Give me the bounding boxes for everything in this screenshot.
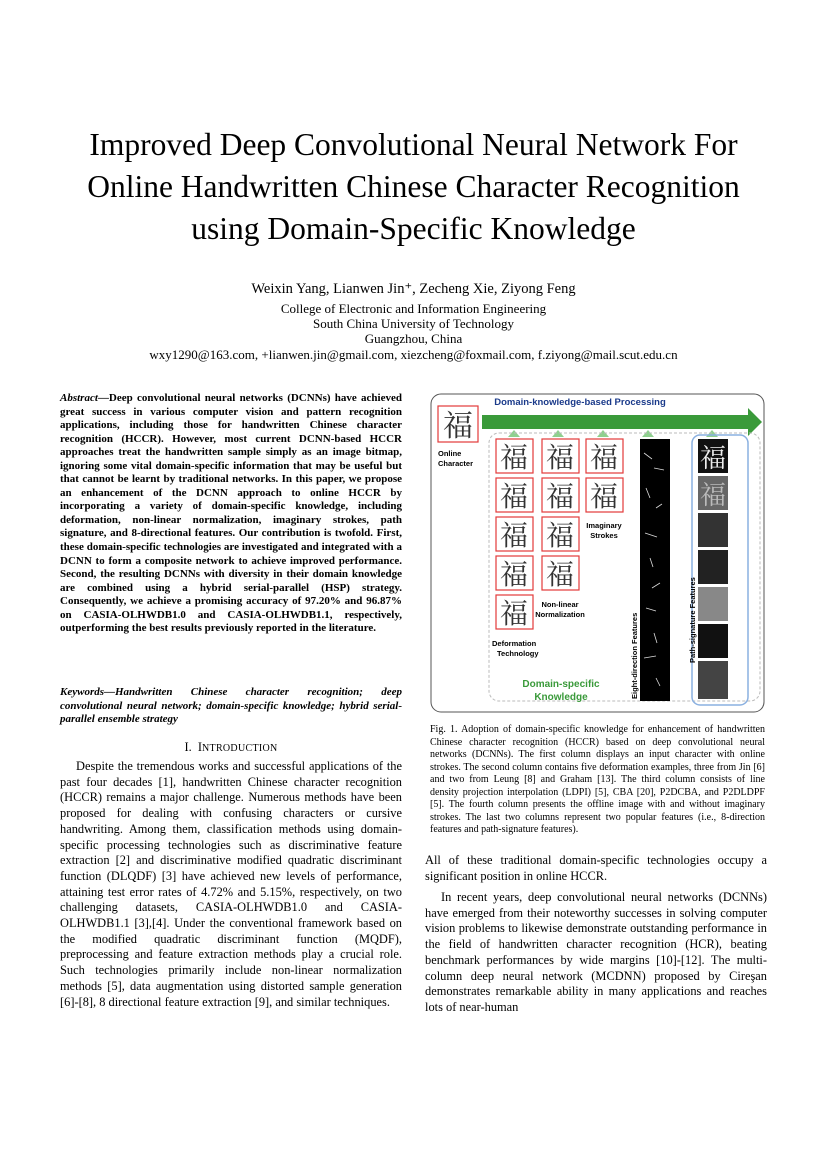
svg-text:福: 福 (545, 521, 575, 552)
svg-text:福: 福 (499, 560, 529, 591)
svg-text:福: 福 (589, 482, 619, 513)
paper-title (40, 124, 787, 250)
right-column-paragraph (425, 890, 767, 1016)
imaginary-label-1: Imaginary (586, 521, 622, 530)
imaginary-label-2: Strokes (590, 531, 618, 540)
domain-label-2: Knowledge (534, 692, 588, 703)
header-label: Domain-knowledge-based Processing (494, 397, 666, 408)
email-list: wxy1290@163.com, +lianwen.jin@gmail.com, xiezcheng@foxmail.com, f.ziyong@mail.scut.edu.cn (149, 347, 678, 362)
intro-paragraph: Despite the tremendous works and successful applications of the past four decades [1], handwritten Chinese character recognition (HCCR) remains a major challenge. Numerous methods have been proposed for dealing with confusing characters or cursive handwriting. Among them, classification methods using domain-specific processing technologies such as discriminative feature extraction [2] and discriminative modified quadratic discriminant function (DLQDF) [3] have achieved new levels of performance, attaining test error rates of 4.72% and 5.15%, respectively, on two challenging datasets, CASIA-OLHWDB1.0 and CASIA-OLHWDB1.1 [3],[4]. Under the conventional framework based on the modified quadratic discriminant function (MQDF), preprocessing and feature extraction methods play a crucial role. Such technologies primarily include non-linear normalization methods [5], data augmentation using distorted sample generation [6]-[8], 8 directional feature extraction [9], and similar techniques. (60, 759, 402, 1009)
svg-text:福: 福 (545, 560, 575, 591)
online-character-label-1: Online (438, 449, 462, 458)
keywords-lead: Keywords (60, 686, 104, 698)
affiliation-line: Guangzhou, China (364, 331, 463, 346)
online-character-glyph: 福 (443, 410, 473, 443)
keywords (60, 686, 402, 727)
title-line: Improved Deep Convolutional Neural Network For (89, 127, 738, 162)
svg-text:福: 福 (589, 443, 619, 474)
title-line: using Domain-Specific Knowledge (191, 211, 636, 246)
svg-text:福: 福 (545, 482, 575, 513)
svg-text:福: 福 (499, 521, 529, 552)
online-character-label-2: Character (438, 459, 474, 468)
processing-arrow-bar (482, 415, 750, 429)
deformation-glyphs (500, 442, 528, 630)
title-line: Online Handwritten Chinese Character Recognition (87, 169, 740, 204)
abstract-lead: Abstract (60, 392, 98, 404)
affiliation-line: South China University of Technology (312, 316, 515, 331)
deformation-label-2: Technology (497, 649, 539, 658)
nonlinear-label-1: Non-linear (541, 600, 579, 609)
figure-1 (430, 393, 765, 713)
affiliation-line: College of Electronic and Information Engineering (280, 301, 547, 316)
intro-column (60, 759, 402, 1010)
svg-text:福: 福 (545, 443, 575, 474)
path-signature-glyph: 福 (699, 444, 727, 473)
svg-text:福: 福 (499, 599, 529, 630)
right-paragraph-1: All of these traditional domain-specific technologies occupy a significant position in online HCCR. (425, 853, 767, 883)
svg-text:福: 福 (499, 482, 529, 513)
abstract-text: —Deep convolutional neural networks (DCNNs) have achieved great success in various computer vision and pattern recognition applications, including those for handwritten Chinese character recognition (HCCR). However, most current DCNN-based HCCR approaches treat the handwritten sample simply as an image bitmap, ignoring some vital domain-specific information that may be useful but that cannot be learnt by traditional networks. In this paper, we propose an enhancement of the DCNN approach to online HCCR by incorporating a variety of domain-specific knowledge, including deformation, non-linear normalization, imaginary strokes, path signature, and 8-directional features. Our contribution is twofold. First, these domain-specific technologies are investigated and integrated with a DCNN to form a composite network to achieve improved performance. Second, the resulting DCNNs with diversity in their domain knowledge are combined using a hybrid serial-parallel (HSP) strategy. Consequently, we achieve a promising accuracy of 97.20% and 96.87% on CASIA-OLHWDB1.0 and CASIA-OLHWDB1.1, respectively, outperforming the best results previously reported in the literature. (60, 392, 402, 635)
domain-label-1: Domain-specific (522, 679, 600, 690)
abstract (60, 392, 402, 636)
path-signature-label: Path-signature Features (688, 577, 697, 663)
deformation-label-1: Deformation (492, 639, 537, 648)
nonlinear-label-2: Normalization (535, 610, 585, 619)
eight-direction-panel (640, 439, 670, 701)
section-title-initial: I (197, 740, 203, 754)
author-list: Weixin Yang, Lianwen Jin⁺, Zecheng Xie, Ziyong Feng (251, 281, 576, 297)
figure-graphic (430, 393, 765, 713)
figure-caption: Fig. 1. Adoption of domain-specific knowledge for enhancement of handwritten Chinese character recognition (HCCR) based on deep convolutional neural networks (DCNNs). The first column displays an input character with online strokes. The second column contains five deformation examples, three from Jin [6] and two from Leung [8] and Graham [13]. The third column consists of line density projection interpolation (LDPI) [5], CBA [20], P2DCBA, and P2DLDPF [5]. The fourth column presents the offline image with and without imaginary strokes. The last two columns represent two popular features (i.e., 8-direction features and path-signature features). (430, 724, 765, 835)
keywords-text: —Handwritten Chinese character recognition; deep convolutional neural network; domain-specific knowledge; hybrid serial-parallel ensemble strategy (60, 686, 402, 726)
eight-direction-label: Eight-direction Features (630, 612, 639, 699)
right-paragraph-2: In recent years, deep convolutional neural networks (DCNNs) have emerged from their noteworthy successes in solving computer vision problems to likewise demonstrate outstanding performance in the field of handwritten character recognition (HCR), beating benchmark performances by wide margins [10]-[12]. The multi-column deep neural network (MCDNN) proposed by Cireşan demonstrates remarkable ability in many applications and reaches lots of near-human (425, 890, 767, 1014)
svg-text:福: 福 (499, 443, 529, 474)
section-heading (60, 740, 402, 755)
section-number: I. (184, 740, 192, 754)
section-title-rest: NTRODUCTION (202, 743, 278, 754)
path-signature-glyph: 福 (699, 481, 727, 510)
right-column-paragraph (425, 853, 767, 884)
